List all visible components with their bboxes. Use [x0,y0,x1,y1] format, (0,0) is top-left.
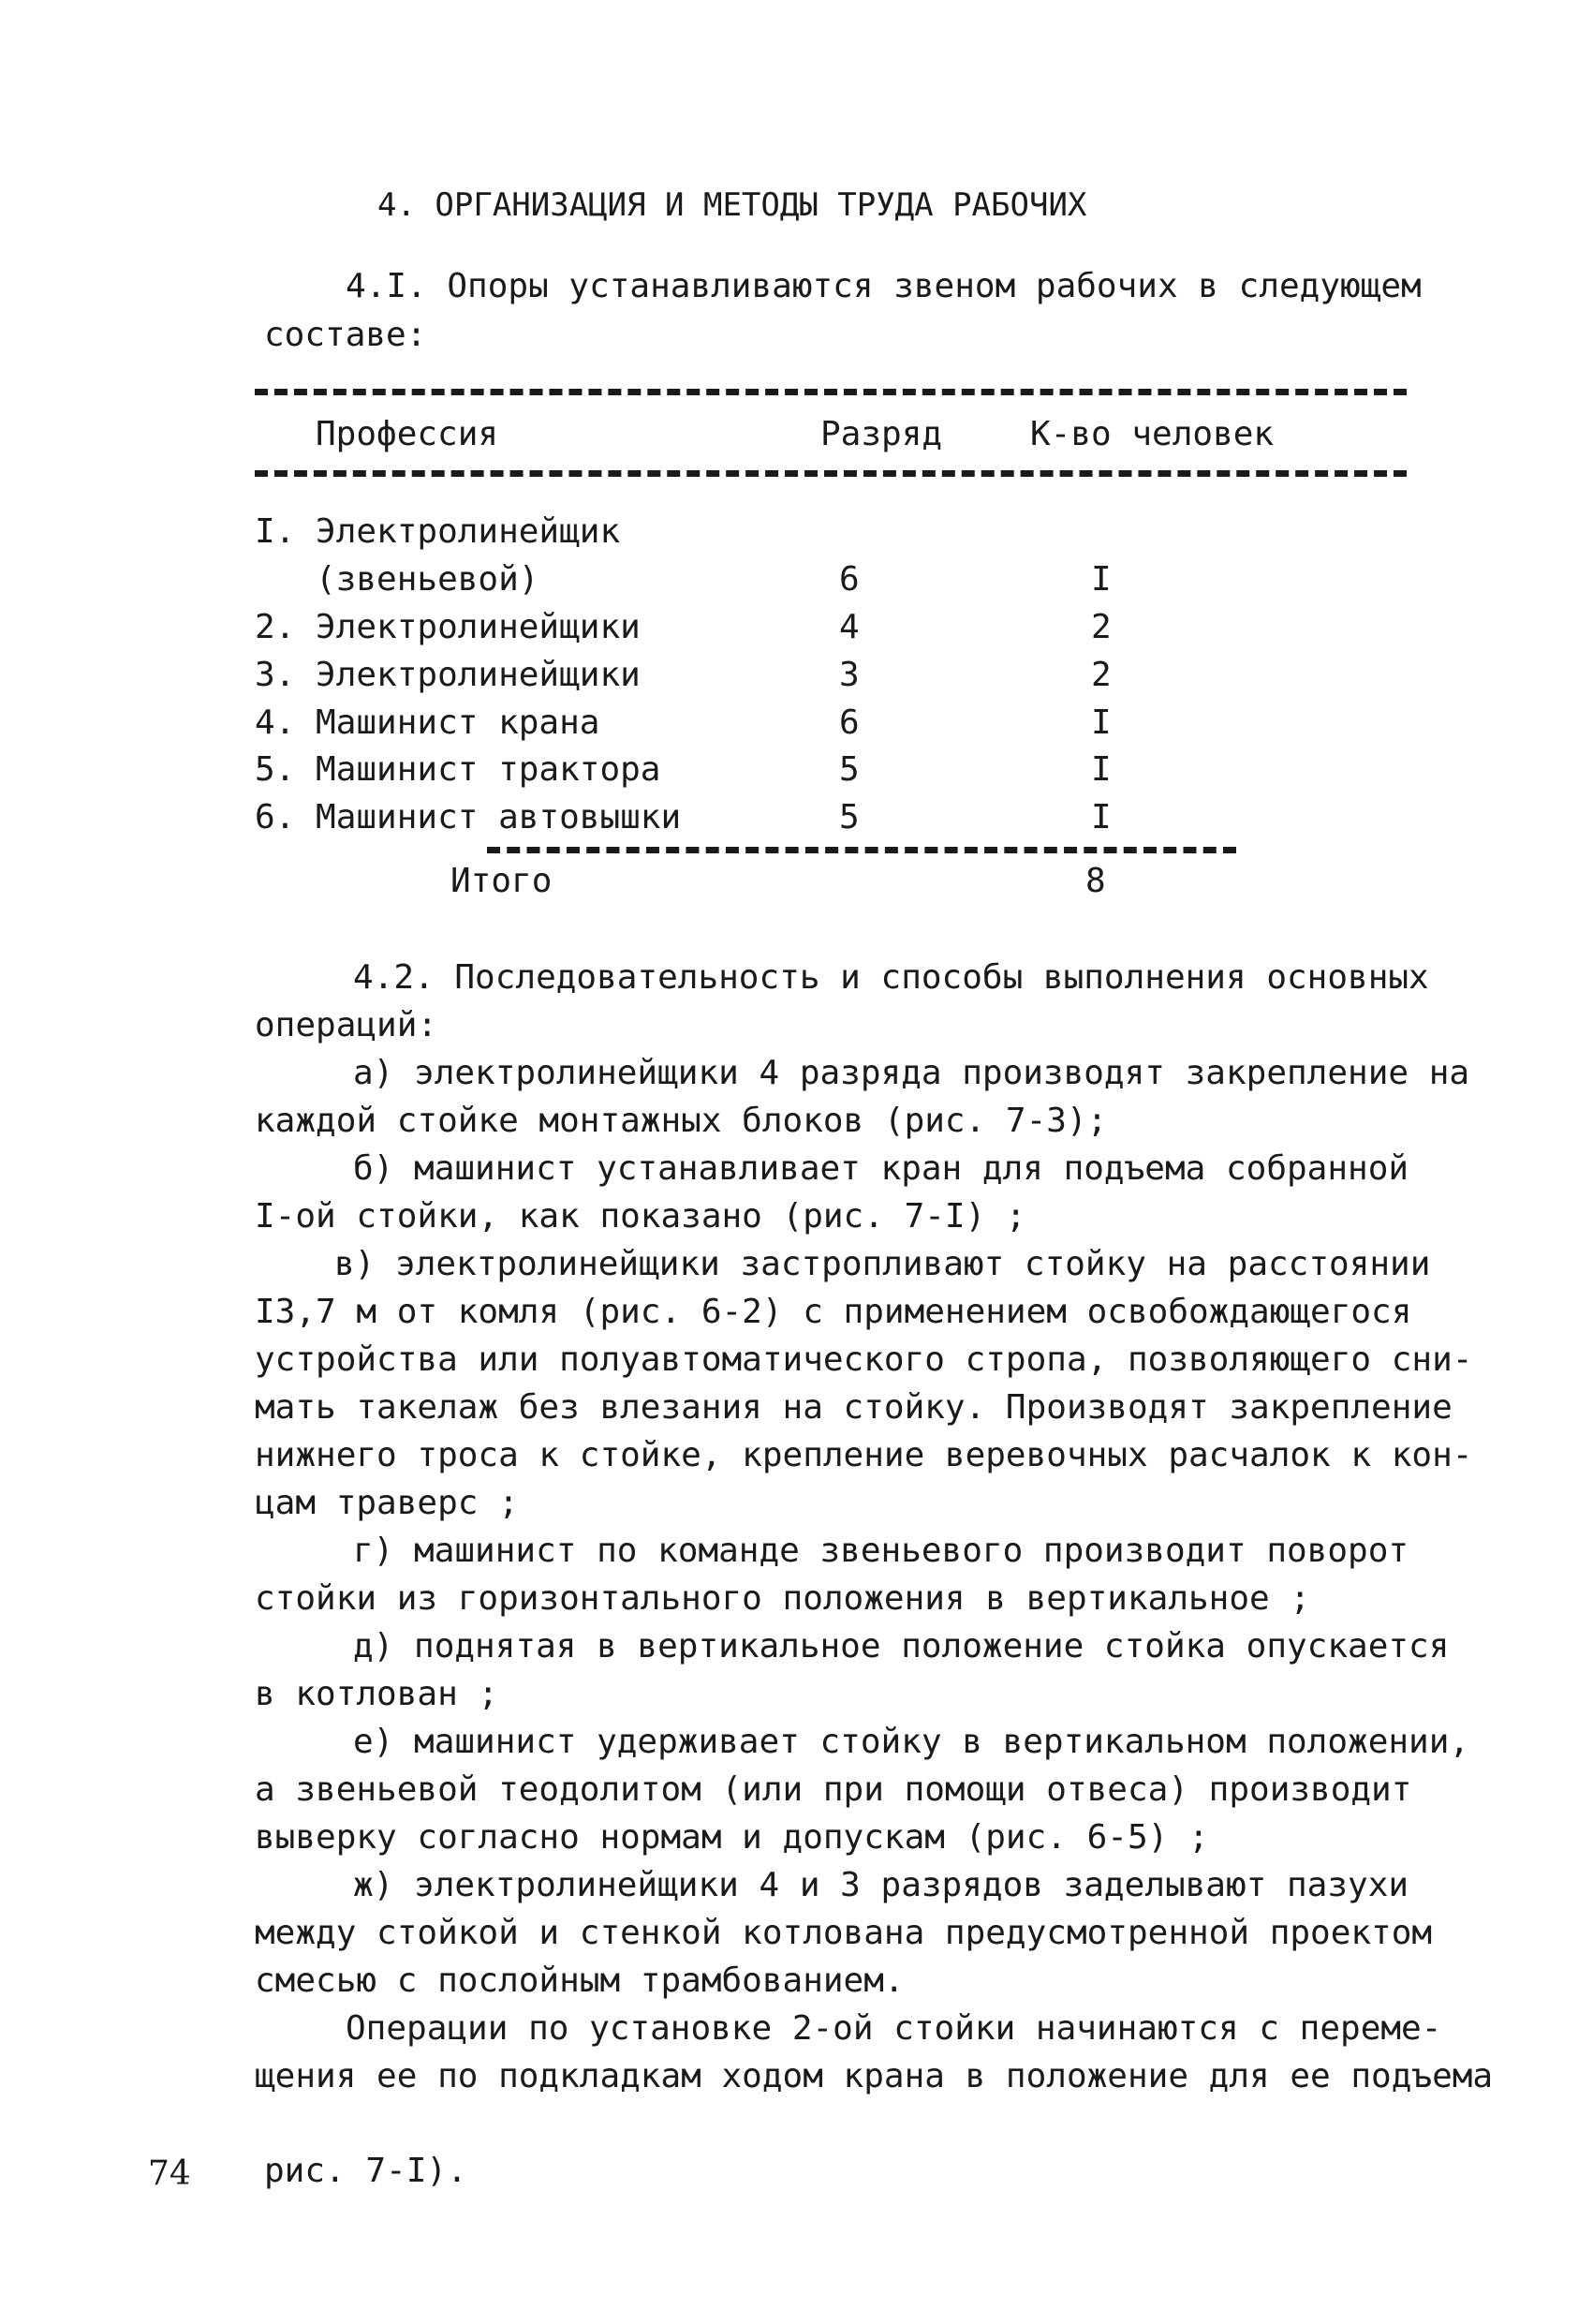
item-e-line-3: выверку согласно нормам и допускам (рис. 6-5) ; [255,1818,1209,1857]
paragraph-4-2-line-2: операций: [255,1006,438,1044]
table-row-profession: 4. Машинист крана [255,703,600,742]
table-row-profession: I. Электролинейщик [255,512,621,551]
total-value: 8 [1085,862,1106,900]
item-v-line-5: нижнего троса к стойке, крепление веревочных расчалок к кон- [255,1436,1473,1474]
table-row-grade: 6 [839,703,860,742]
table-row-count: 2 [1091,608,1112,646]
item-v-line-1: в) электролинейщики застропливают стойку на расстоянии [334,1245,1431,1283]
item-e-line-1: е) машинист удерживает стойку в вертикальном положении, [353,1723,1470,1761]
paragraph-4-1-line-2: составе: [264,316,427,354]
table-row-grade: 3 [839,656,860,694]
section-title: 4. ОРГАНИЗАЦИЯ И МЕТОДЫ ТРУДА РАБОЧИХ [377,186,1087,224]
table-row-grade: 5 [839,750,860,789]
table-row-profession: 6. Машинист автовышки [255,798,682,836]
item-e-line-2: а звеньевой теодолитом (или при помощи отвеса) производит [255,1770,1412,1809]
item-v-line-2: I3,7 м от комля (рис. 6-2) с применением освобождающегося [255,1293,1412,1331]
item-zh-line-3: смесью с послойным трамбованием. [255,1961,905,2000]
table-row-count: I [1091,560,1112,599]
operations-line-3: рис. 7-I). [264,2152,467,2190]
table-row-count: 2 [1091,656,1112,694]
item-g-line-2: стойки из горизонтального положения в вертикальное ; [255,1579,1311,1618]
item-b-line-1: б) машинист устанавливает кран для подъема собранной [353,1149,1409,1188]
header-profession: Профессия [316,415,499,453]
item-v-line-6: цам траверс ; [255,1484,519,1522]
total-label: Итого [450,862,553,900]
paragraph-4-2-line-1: 4.2. Последовательность и способы выполнения основных [353,958,1429,997]
table-row-profession: 2. Электролинейщики [255,608,641,646]
item-zh-line-1: ж) электролинейщики 4 и 3 разрядов заделывают пазухи [353,1866,1409,1904]
table-row-count: I [1091,703,1112,742]
item-d-line-1: д) поднятая в вертикальное положение стойка опускается [353,1627,1450,1665]
table-row-profession: (звеньевой) [255,560,539,599]
table-row-grade: 6 [839,560,860,599]
table-row-grade: 5 [839,798,860,836]
table-row-profession: 3. Электролинейщики [255,656,641,694]
item-a-line-1: а) электролинейщики 4 разряда производят закрепление на [353,1054,1470,1092]
table-row-grade: 4 [839,608,860,646]
page-number: 74 [148,2154,191,2193]
item-g-line-1: г) машинист по команде звеньевого производит поворот [353,1532,1409,1570]
total-rule [487,847,1236,853]
item-b-line-2: I-ой стойки, как показано (рис. 7-I) ; [255,1197,1026,1236]
header-count: К-во человек [1030,415,1275,453]
table-row-count: I [1091,798,1112,836]
operations-line-1: Операции по установке 2-ой стойки начинаются с переме- [346,2009,1442,2048]
item-zh-line-2: между стойкой и стенкой котлована предусмотренной проектом [255,1914,1433,1952]
item-a-line-2: каждой стойке монтажных блоков (рис. 7-3); [255,1102,1108,1140]
item-v-line-4: мать такелаж без влезания на стойку. Производят закрепление [255,1388,1453,1427]
table-header-rule [255,470,1407,477]
operations-line-2: щения ее по подкладкам ходом крана в положение для ее подъема [255,2057,1494,2095]
table-top-rule [255,389,1407,395]
table-row-count: I [1091,750,1112,789]
header-grade: Разряд [820,415,943,453]
paragraph-4-1-line-1: 4.I. Опоры устанавливаются звеном рабочих в следующем [346,267,1422,305]
item-v-line-3: устройства или полуавтоматического стропа, позволяющего сни- [255,1340,1473,1379]
item-d-line-2: в котлован ; [255,1675,499,1713]
table-row-profession: 5. Машинист трактора [255,750,661,789]
